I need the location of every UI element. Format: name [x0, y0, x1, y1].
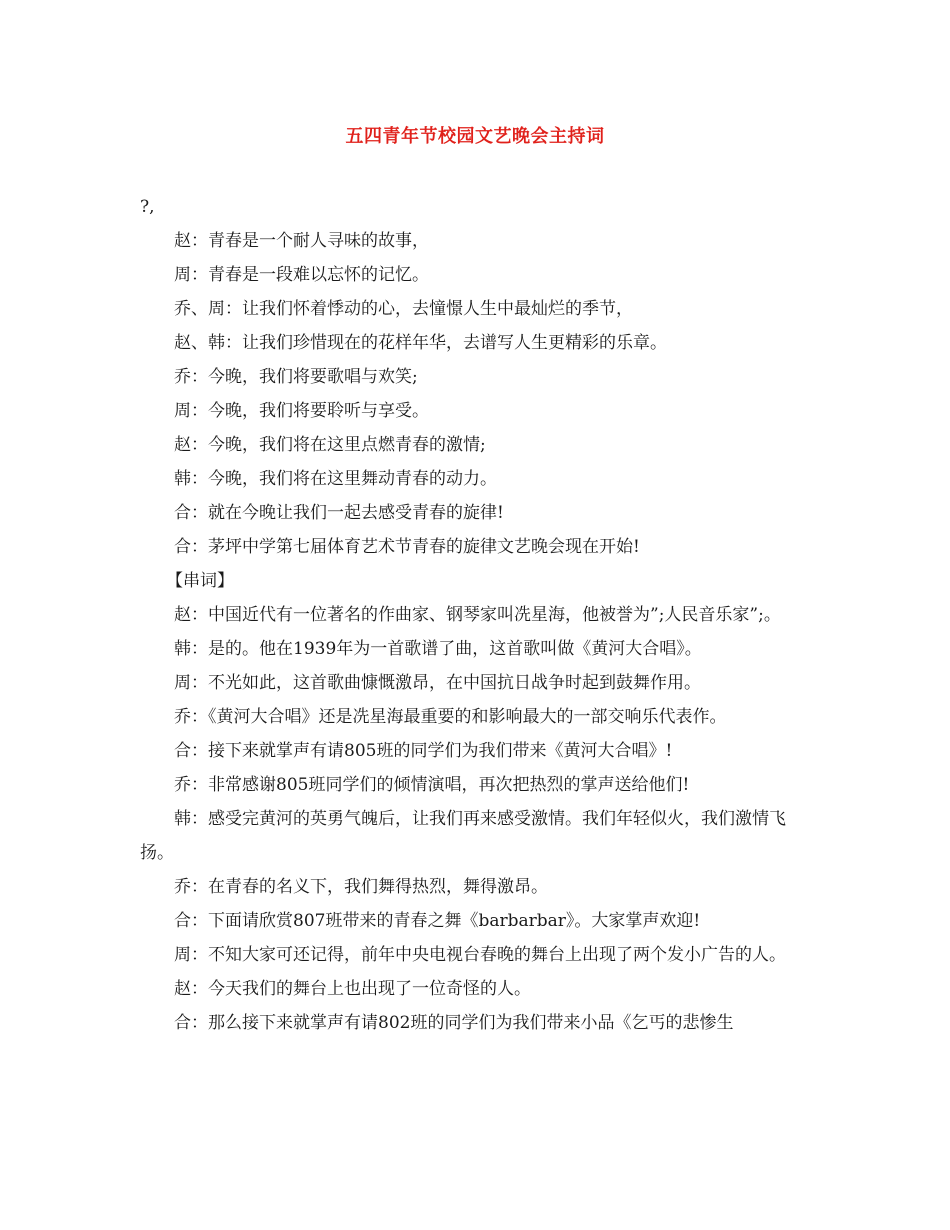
dialogue-line: 乔：非常感谢805班同学们的倾情演唱，再次把热烈的掌声送给他们! — [174, 775, 690, 795]
dialogue-line: 乔、周：让我们怀着悸动的心，去憧憬人生中最灿烂的季节， — [174, 299, 633, 319]
dialogue-line: 乔：今晚，我们将要歌唱与欢笑; — [174, 367, 418, 387]
dialogue-line: 赵：青春是一个耐人寻味的故事， — [174, 231, 429, 251]
dialogue-line: 赵：中国近代有一位著名的作曲家、钢琴家叫冼星海，他被誉为”;人民音乐家”;。 — [174, 605, 781, 625]
dialogue-line: 韩：感受完黄河的英勇气魄后，让我们再来感受激情。我们年轻似火，我们激情飞扬。 — [140, 809, 786, 863]
dialogue-line: 合：茅坪中学第七届体育艺术节青春的旋律文艺晚会现在开始! — [174, 537, 640, 557]
dialogue-line: 合：就在今晚让我们一起去感受青春的旋律! — [174, 503, 504, 523]
dialogue-line: 周：青春是一段难以忘怀的记忆。 — [174, 265, 429, 285]
dialogue-line: 赵：今天我们的舞台上也出现了一位奇怪的人。 — [174, 979, 531, 999]
dialogue-line: 韩：今晚，我们将在这里舞动青春的动力。 — [174, 469, 497, 489]
document-body — [140, 190, 815, 1040]
dialogue-line: 韩：是的。他在1939年为一首歌谱了曲，这首歌叫做《黄河大合唱》。 — [174, 639, 702, 659]
dialogue-line: 赵、韩：让我们珍惜现在的花样年华，去谱写人生更精彩的乐章。 — [174, 333, 667, 353]
page-title: 五四青年节校园文艺晚会主持词 — [345, 126, 605, 147]
dialogue-line: 周：不知大家可还记得，前年中央电视台春晚的舞台上出现了两个发小广告的人。 — [174, 945, 786, 965]
dialogue-line: 合：接下来就掌声有请805班的同学们为我们带来《黄河大合唱》! — [174, 741, 673, 761]
dialogue-line: 乔：在青春的名义下，我们舞得热烈，舞得激昂。 — [174, 877, 548, 897]
opening-mark: ?, — [140, 197, 155, 217]
section-heading: 【串词】 — [166, 571, 234, 591]
dialogue-line: 乔：《黄河大合唱》还是冼星海最重要的和影响最大的一部交响乐代表作。 — [174, 707, 727, 727]
dialogue-line: 合：那么接下来就掌声有请802班的同学们为我们带来小品《乞丐的悲惨生 — [174, 1013, 734, 1033]
dialogue-line: 周：不光如此，这首歌曲慷慨激昂，在中国抗日战争时起到鼓舞作用。 — [174, 673, 701, 693]
dialogue-line: 合：下面请欣赏807班带来的青春之舞《barbarbar》。大家掌声欢迎! — [174, 911, 701, 931]
dialogue-line: 赵：今晚，我们将在这里点燃青春的激情; — [174, 435, 486, 455]
dialogue-line: 周：今晚，我们将要聆听与享受。 — [174, 401, 429, 421]
